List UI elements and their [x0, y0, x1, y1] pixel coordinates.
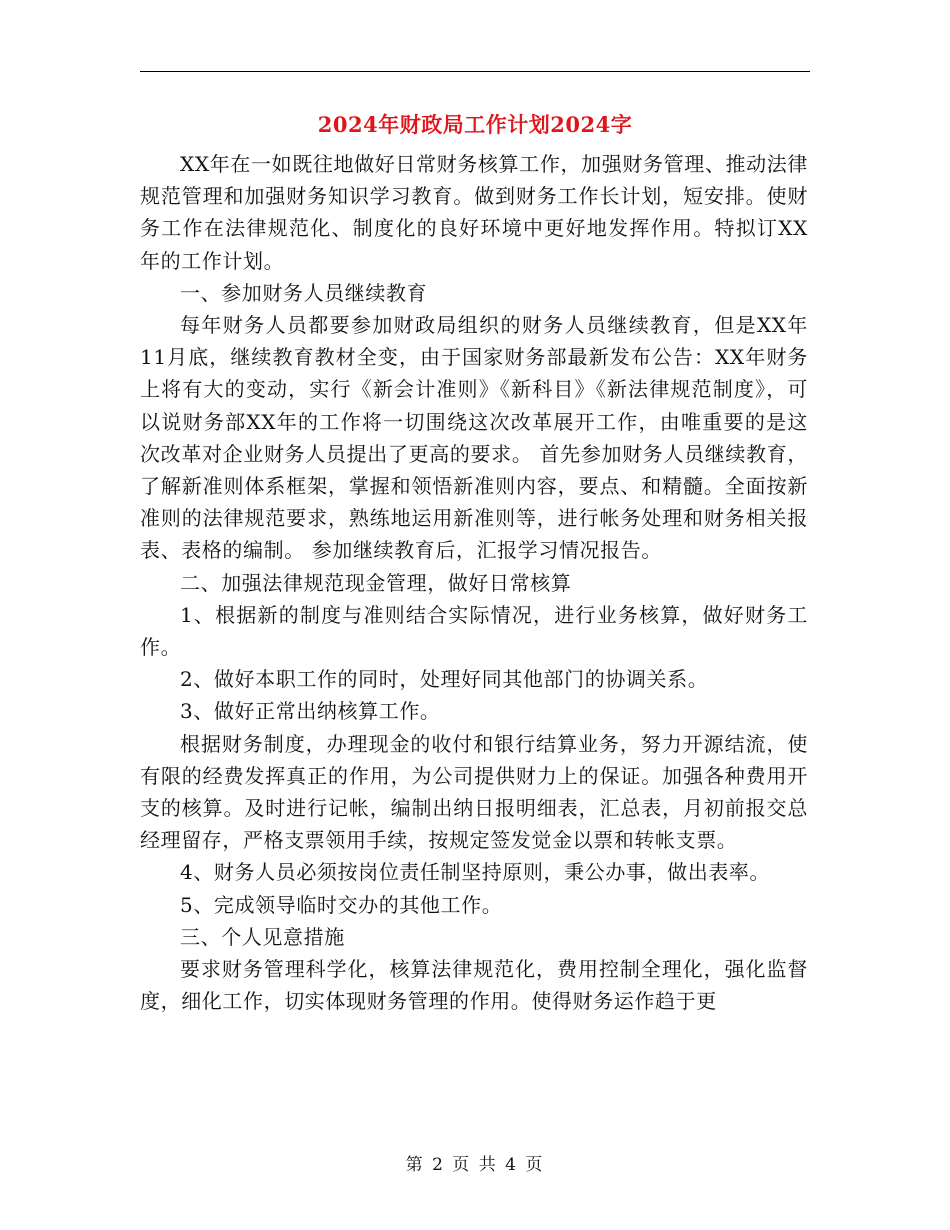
document-body	[140, 148, 808, 1017]
section-heading-2: 二、加强法律规范现金管理，做好日常核算	[180, 570, 572, 595]
document-title: 2024年财政局工作计划2024字	[317, 112, 633, 137]
list-item: 1、根据新的制度与准则结合实际情况，进行业务核算，做好财务工作。	[140, 602, 808, 660]
section-heading-1: 一、参加财务人员继续教育	[180, 280, 428, 305]
list-item: 3、做好正常出纳核算工作。	[180, 699, 441, 724]
list-item: 2、做好本职工作的同时，处理好同其他部门的协调关系。	[180, 667, 709, 692]
header-rule	[140, 71, 810, 72]
body-paragraph: 根据财务制度，办理现金的收付和银行结算业务，努力开源结流，使有限的经费发挥真正的作用，为公司提供财力上的保证。加强各种费用开支的核算。及时进行记帐，编制出纳日报明细表，汇总表，月初前报交总经理留存，严格支票领用手续，按规定签发觉金以票和转帐支票。	[140, 731, 808, 853]
intro-paragraph: XX年在一如既往地做好日常财务核算工作，加强财务管理、推动法律规范管理和加强财务知识学习教育。做到财务工作长计划，短安排。使财务工作在法律规范化、制度化的良好环境中更好地发挥作用。特拟订XX年的工作计划。	[140, 152, 808, 273]
list-item: 4、财务人员必须按岗位责任制坚持原则，秉公办事，做出表率。	[180, 860, 771, 885]
page-footer: 第 2 页 共 4 页	[405, 1155, 545, 1175]
body-paragraph: 要求财务管理科学化，核算法律规范化，费用控制全理化，强化监督度，细化工作，切实体现财务管理的作用。使得财务运作趋于更	[140, 957, 808, 1014]
list-item: 5、完成领导临时交办的其他工作。	[180, 892, 503, 917]
body-paragraph: 每年财务人员都要参加财政局组织的财务人员继续教育，但是XX年11月底，继续教育教材全变，由于国家财务部最新发布公告：XX年财务上将有大的变动，实行《新会计准则》《新科目》《新法律规范制度》，可以说财务部XX年的工作将一切围绕这次改革展开工作，由唯重要的是这次改革对企业财务人员提出了更高的要求。 首先参加财务人员继续教育，了解新准则体系框架，掌握和领悟新准则内容，要点、和精髓。全面按新准则的法律规范要求，熟练地运用新准则等，进行帐务处理和财务相关报表、表格的编制。 参加继续教育后，汇报学习情况报告。	[140, 313, 808, 563]
section-heading-3: 三、个人见意措施	[180, 924, 345, 949]
